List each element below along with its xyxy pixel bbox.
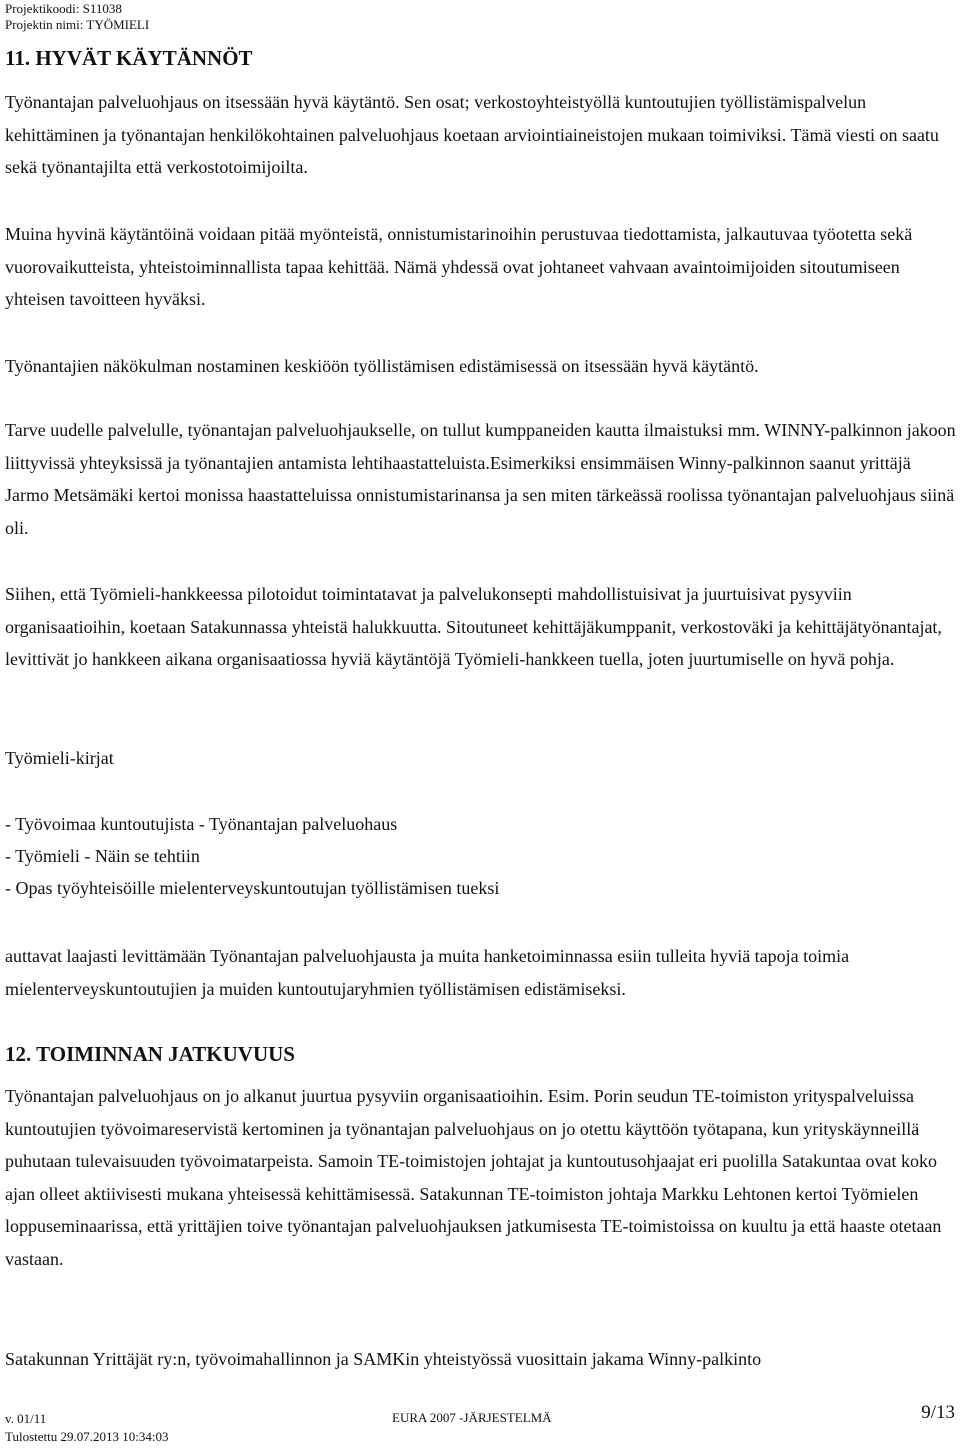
footer-printed: Tulostettu 29.07.2013 10:34:03 [5, 1429, 169, 1444]
paragraph: Muina hyvinä käytäntöinä voidaan pitää myönteistä, onnistumistarinoihin perustuvaa tiedottamista, jalkautuvaa työotetta sekä vuorovaikutteista, yhteistoiminnallista tapaa kehittää. Nämä yhdessä ovat johtaneet vahvaan avaintoimijoiden sitoutumiseen yhteisen tavoitteen hyväksi. [5, 224, 913, 309]
paragraph: Tarve uudelle palvelulle, työnantajan palveluohjaukselle, on tullut kumppaneiden kautta ilmaistuksi mm. WINNY-palkinnon jakoon liittyvissä yhteyksissä ja työnantajien antamista lehtihaastatteluista.Esimerkiksi ensimmäisen Winny-palkinnon saanut yrittäjä Jarmo Metsämäki kertoi monissa haastatteluissa onnistumistarinansa ja sen miten tärkeässä roolissa työnantajan palveluohjaus siinä oli. [5, 420, 956, 538]
paragraph: Työnantajien näkökulman nostaminen keskiöön työllistämisen edistämisessä on itsessään hyvä käytäntö. [5, 356, 759, 376]
footer-system: EURA 2007 -JÄRJESTELMÄ [392, 1410, 552, 1425]
page-number: 9/13 [921, 1402, 955, 1423]
footer-version: v. 01/11 [5, 1411, 47, 1426]
section-heading-11: 11. HYVÄT KÄYTÄNNÖT [5, 46, 253, 70]
paragraph: Työnantajan palveluohjaus on jo alkanut juurtua pysyviin organisaatioihin. Esim. Porin seudun TE-toimiston yrityspalveluissa kuntoutujien työvoimareservistä kertominen ja työnantajan palveluohjaus on jo otettu käyttöön työtapana, kun yrityskäynneillä puhutaan tulevaisuuden työvoimatarpeista. Samoin TE-toimistojen johtajat ja kuntoutusohjaajat eri puolilla Satakuntaa ovat koko ajan olleet aktiivisesti mukana yhteisessä kehittämisessä. Satakunnan TE-toimiston johtaja Markku Lehtonen kertoi Työmielen loppuseminaarissa, että yrittäjien toive työnantajan palveluohjauksen jatkumisesta TE-toimistoissa on kuultu ja että haaste otetaan vastaan. [5, 1086, 942, 1269]
paragraph: auttavat laajasti levittämään Työnantajan palveluohjausta ja muita hanketoiminnassa esiin tulleita hyviä tapoja toimia mielenterveyskuntoutujien ja muiden kuntoutujaryhmien työllistämisen edistämiseksi. [5, 946, 850, 999]
project-code: Projektikoodi: S11038 [5, 1, 122, 16]
paragraph: Työnantajan palveluohjaus on itsessään hyvä käytäntö. Sen osat; verkostoyhteistyöllä kuntoutujien työllistämispalvelun kehittäminen ja työnantajan henkilökohtainen palveluohjaus koetaan arviointiaineistojen mukaan toimiviksi. Tämä viesti on saatu sekä työnantajilta että verkostotoimijoilta. [5, 92, 939, 177]
books-title: Työmieli-kirjat [5, 748, 114, 768]
paragraph: Siihen, että Työmieli-hankkeessa pilotoidut toimintatavat ja palvelukonsepti mahdollistuisivat ja juurtuisivat pysyviin organisaatioihin, koetaan Satakunnassa yhteistä halukkuutta. Sitoutuneet kehittäjäkumppanit, verkostoväki ja kehittäjätyönantajat, levittivät jo hankkeen aikana organisaatiossa hyviä käytäntöjä Työmieli-hankkeen tuella, joten juurtumiselle on hyvä pohja. [5, 584, 942, 669]
list-item: - Työvoimaa kuntoutujista - Työnantajan palveluohaus [5, 814, 398, 834]
project-name: Projektin nimi: TYÖMIELI [5, 17, 150, 32]
list-item: - Työmieli - Näin se tehtiin [5, 846, 200, 866]
section-heading-12: 12. TOIMINNAN JATKUVUUS [5, 1042, 295, 1066]
list-item: - Opas työyhteisöille mielenterveyskuntoutujan työllistämisen tueksi [5, 878, 500, 898]
document-header [5, 1, 149, 33]
paragraph: Satakunnan Yrittäjät ry:n, työvoimahallinnon ja SAMKin yhteistyössä vuosittain jakama Winny-palkinto [5, 1349, 762, 1369]
